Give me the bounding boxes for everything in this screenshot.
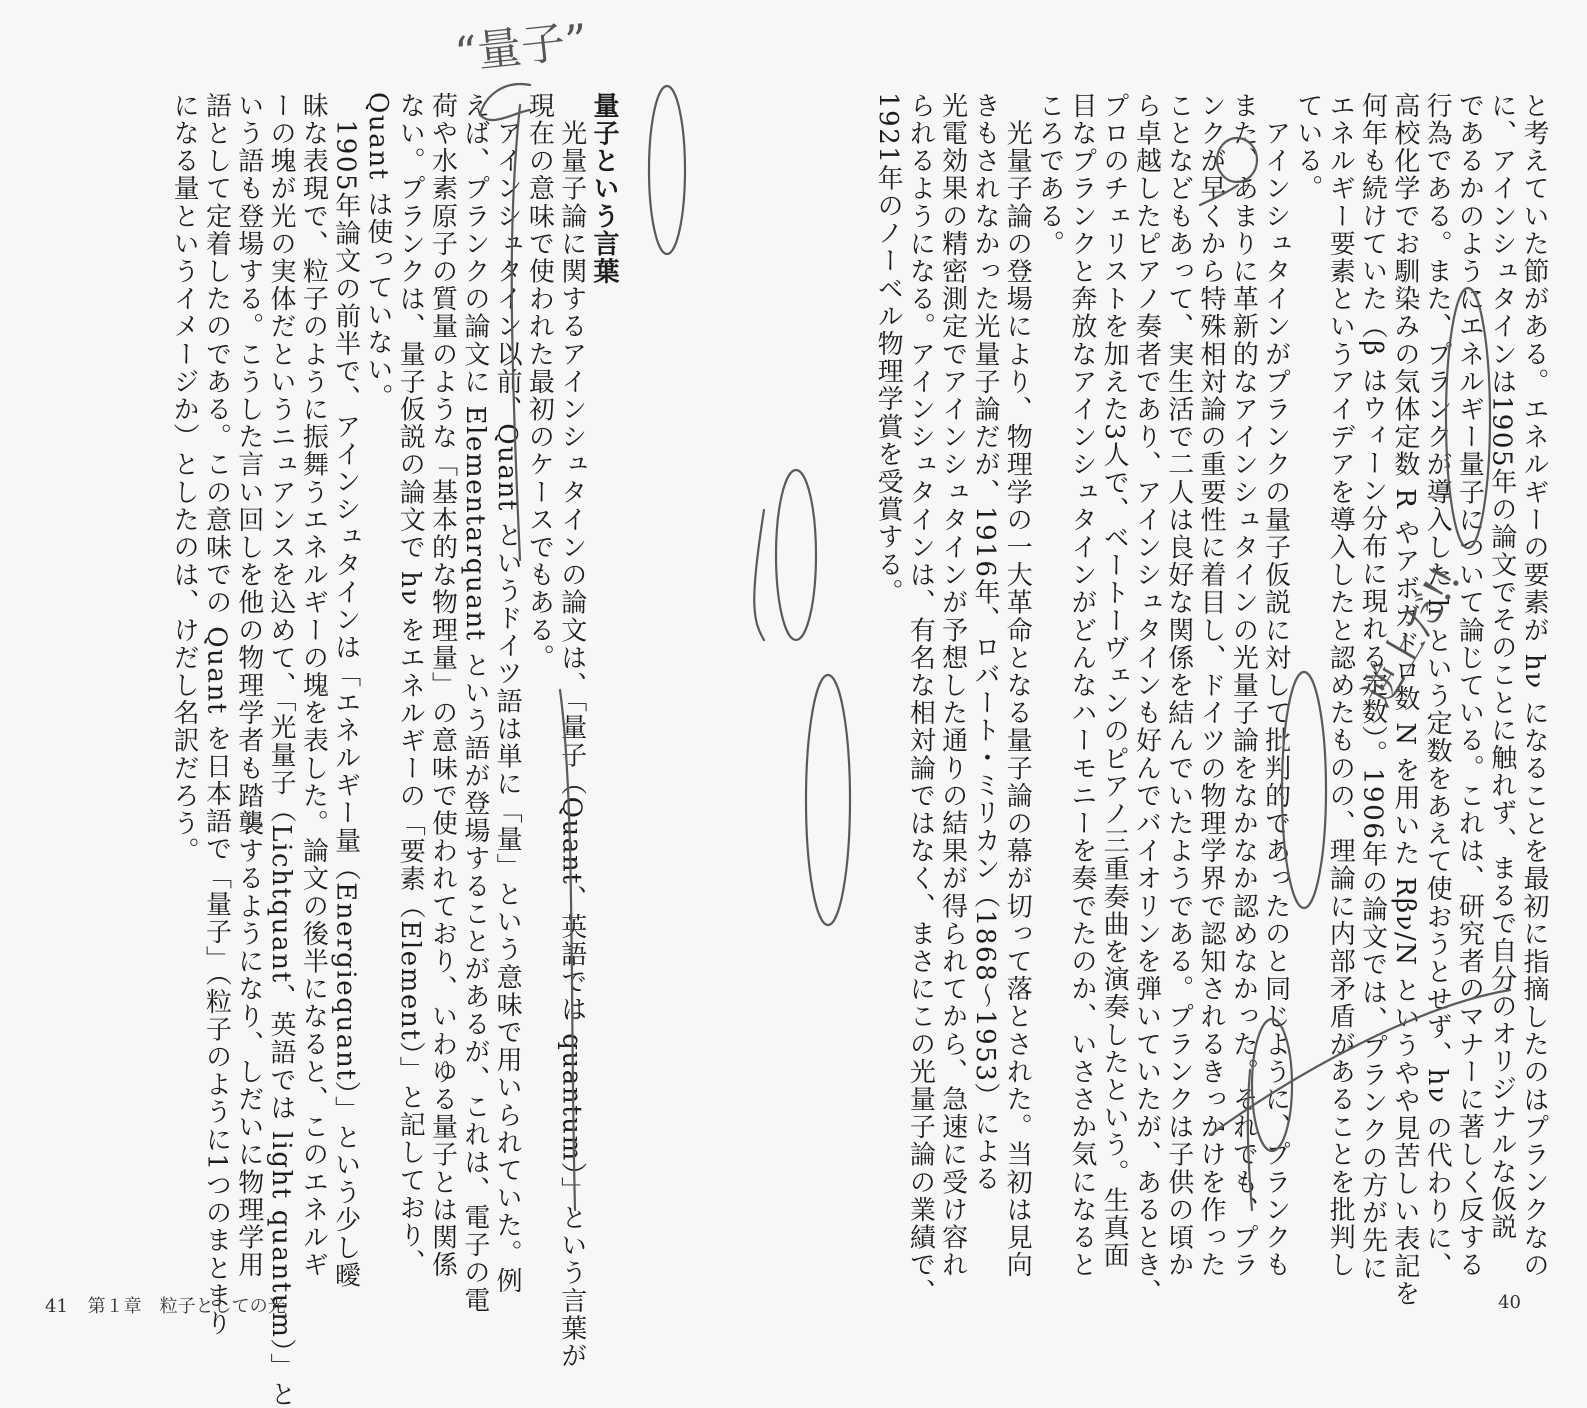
text-line: であるかのようにエネルギー量子について論じている。これは、研究者のマナーに著しく反する	[1454, 92, 1485, 1279]
text-line: 1905年論文の前半で、アインシュタインは「エネルギー量（Energiequant）」という少し曖	[330, 92, 361, 1290]
text-line: アインシュタイン以前、Quant というドイツ語は単に「量」という意味で用いられていた。例	[492, 92, 523, 1295]
text-line: いう語も登場する。こうした言い回しを他の物理学者も踏襲するようになり、しだいに物理学用	[233, 92, 264, 1279]
text-line: 荷や水素原子の質量のような「基本的な物理量」の意味で使われており、いわゆる量子とは関係	[427, 92, 458, 1279]
circle-mark-1916	[776, 470, 816, 640]
text-line: 昧な表現で、粒子のように振舞うエネルギーの塊を表した。論文の後半になると、このエネルギ	[298, 92, 329, 1279]
text-line: 目なプランクと奔放なアインシュタインがどんなハーモニーを奏でたのか、いささか気になると	[1066, 92, 1097, 1279]
text-line: ら卓越したピアノ奏者であり、アインシュタインも好んでバイオリンを弾いていたが、あるとき、	[1131, 92, 1162, 1307]
section-heading: 量子という言葉	[589, 92, 619, 286]
running-head: 第１章 粒子としての光	[87, 1296, 286, 1317]
text-line: になる量というイメージか）としたのは、けだし名訳だろう。	[169, 92, 200, 865]
pencil-stroke	[754, 510, 764, 640]
text-line: きもされなかった光量子論だが、1916年、ロバート・ミリカン（1868〜1953）による	[969, 92, 1000, 1193]
text-line: 光電効果の精密測定でアインシュタインが予想した通りの結果が得られてから、急速に受け容れ	[937, 92, 968, 1279]
text-line: られるようになる。アインシュタインは、有名な相対論ではなく、まさにこの光量子論の業績で、	[905, 92, 936, 1307]
circle-mark-millikan	[806, 675, 850, 925]
text-line: 現在の意味で使われた最初のケースでもある。	[524, 92, 555, 672]
handwritten-margin-note: 逆上だ!!	[1354, 559, 1471, 714]
text-line: ない。プランクは、量子仮説の論文で hν をエネルギーの「要素（Element）」と記しており、	[395, 92, 426, 1277]
text-line: 1921年のノーベル物理学賞を受賞する。	[873, 92, 904, 607]
text-line: プロのチェリストを加えた3人で、ベートーヴェンのピアノ三重奏曲を演奏したという。生真面	[1099, 92, 1130, 1270]
text-line: と考えていた節がある。エネルギーの要素が hν になることを最初に指摘したのはプランクなの	[1519, 92, 1549, 1280]
text-line: 光量子論の登場により、物理学の一大革命となる量子論の幕が切って落とされた。当初は見向	[1002, 92, 1033, 1279]
page-number: 40	[1498, 1292, 1521, 1313]
handwritten-note-ryoshi: “量子”	[452, 15, 591, 80]
text-line: エネルギー要素というアイデアを導入したと認めたものの、理論に内部矛盾があることを批判し	[1325, 92, 1356, 1279]
text-line: ころである。	[1034, 92, 1065, 258]
text-line: Quant は使っていない。	[362, 92, 393, 412]
text-line: 行為である。また、プランクが導入した h という定数をあえて使おうとせず、hν の代わりに、	[1422, 92, 1453, 1280]
text-line: ーの塊が光の実体だというニュアンスを込めて、「光量子（Lichtquant、英語では light quantum）」と	[266, 92, 297, 1408]
text-line: 高校化学でお馴染みの気体定数 R やアボガドロ数 N を用いた Rβν/N というやや見苦しい表記を	[1389, 92, 1420, 1308]
text-line: ンクが早くから特殊相対論の重要性に着目し、ドイツの物理学界で認知されるきっかけを作った	[1196, 92, 1227, 1279]
circle-mark-1921	[649, 86, 685, 254]
text-line: えば、プランクの論文に Elementarquant という語が登場することがあるが、これは、電子の電	[459, 92, 490, 1315]
text-line: ことなどもあって、実生活で二人は良好な関係を結んでいたようである。プランクは子供の頃か	[1163, 92, 1194, 1279]
text-line: ている。	[1292, 92, 1323, 203]
text-line: 光量子論に関するアインシュタインの論文は、「量子（Quant、英語では quantum）」という言葉が	[556, 92, 587, 1370]
right-footer	[1498, 1292, 1521, 1313]
text-line: アインシュタインがプランクの量子仮説に対して批判的であったのと同じように、プランクも	[1260, 92, 1291, 1279]
text-line: 何年も続けていた（β はウィーン分布に現れる定数）。1906年の論文では、プランクの方が先に	[1357, 92, 1388, 1283]
text-line: 語として定着したのである。この意味での Quant を日本語で「量子」（粒子のように1つのまとまり	[201, 92, 232, 1338]
left-footer	[45, 1292, 286, 1318]
page-number: 41	[45, 1296, 68, 1317]
text-line: に、アインシュタインは1905年の論文でそのことに触れず、まるで自分のオリジナルな仮説	[1486, 92, 1517, 1241]
text-line: また、あまりに革新的なアインシュタインの光量子論をなかなか認めなかった。それでも、プラ	[1228, 92, 1259, 1279]
